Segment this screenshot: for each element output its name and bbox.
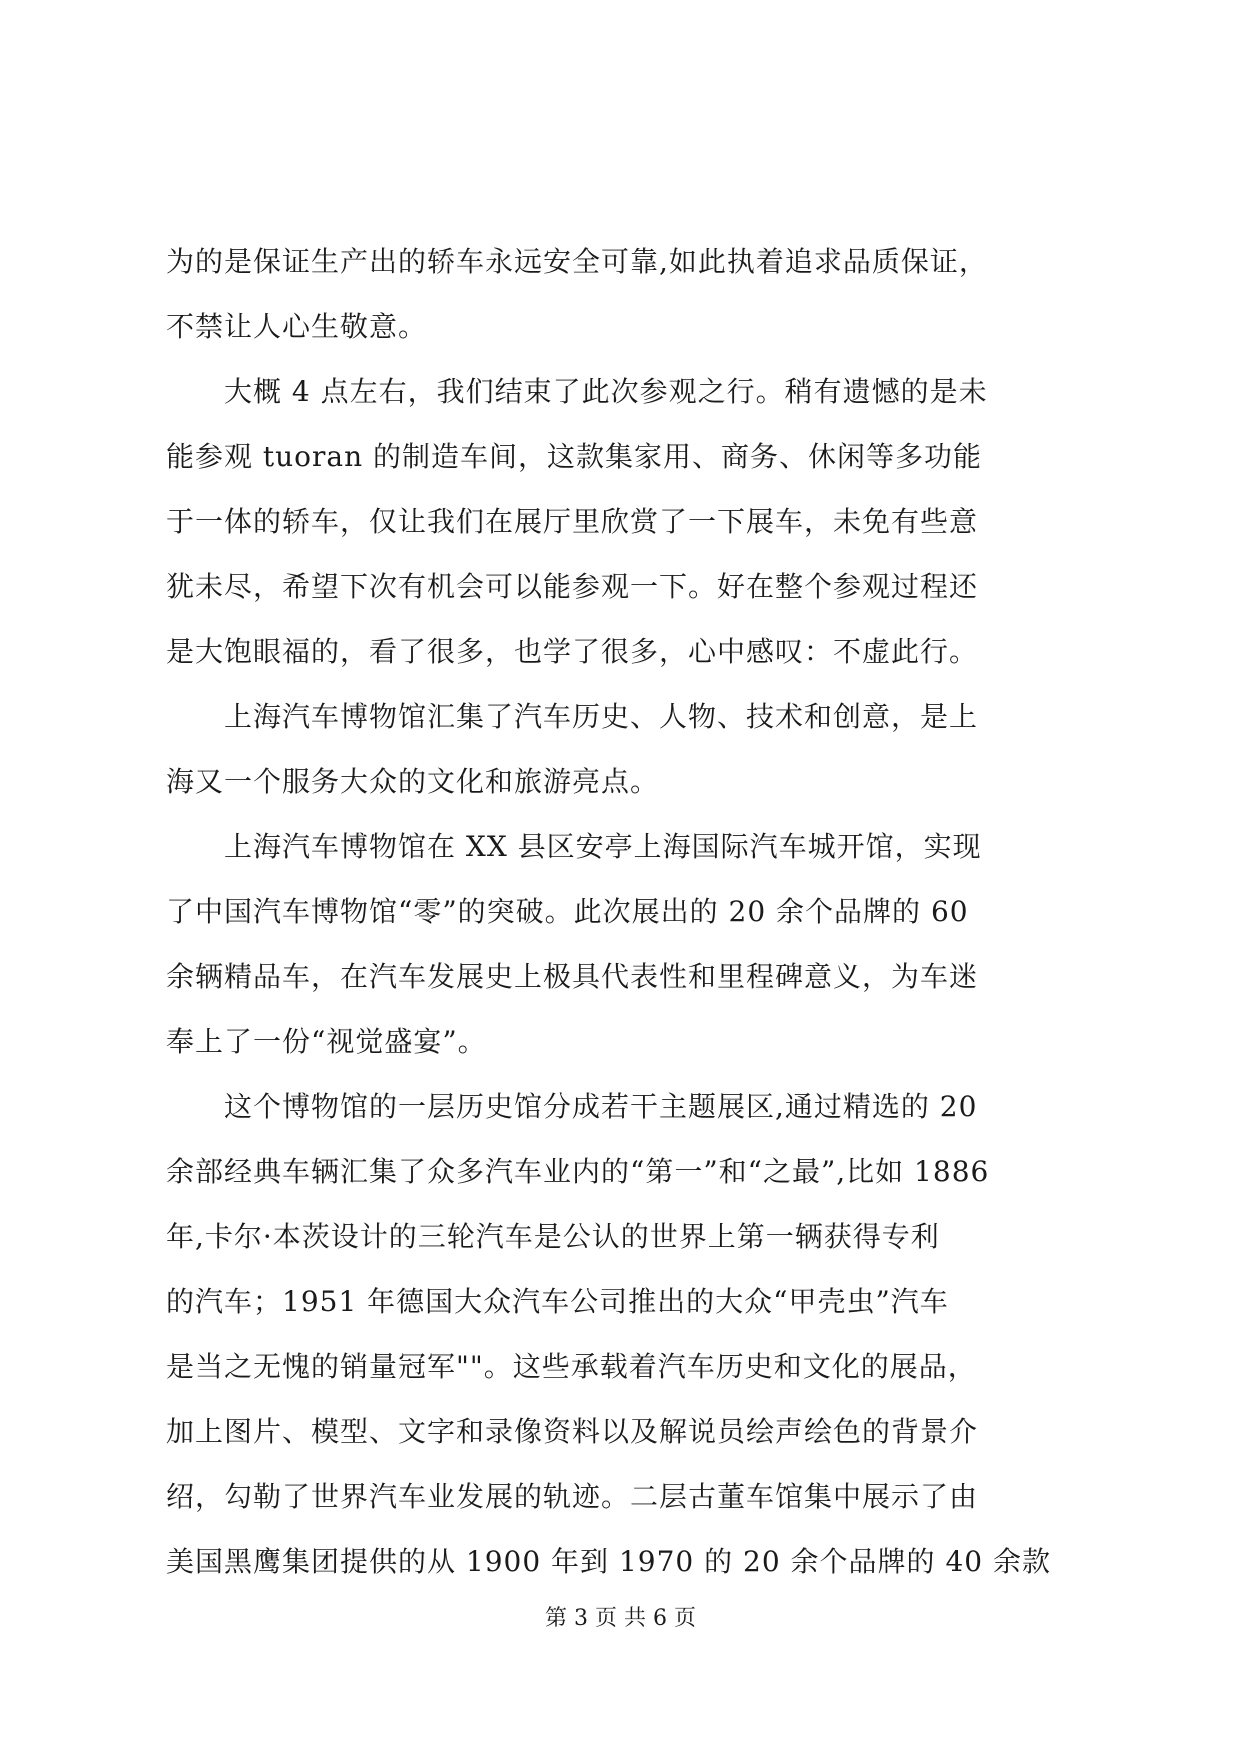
text-line: 海又一个服务大众的文化和旅游亮点。 <box>166 765 660 798</box>
text-line: 这个博物馆的一层历史馆分成若干主题展区,通过精选的 20 <box>166 1090 978 1123</box>
text-line: 年,卡尔·本茨设计的三轮汽车是公认的世界上第一辆获得专利 <box>166 1220 940 1253</box>
page-number: 第 3 页 共 6 页 <box>545 1606 696 1631</box>
text-line: 加上图片、模型、文字和录像资料以及解说员绘声绘色的背景介 <box>166 1415 979 1448</box>
page-footer <box>0 1604 1241 1634</box>
text-line: 了中国汽车博物馆“零”的突破。此次展出的 20 余个品牌的 60 <box>166 895 969 928</box>
text-line: 的汽车；1951 年德国大众汽车公司推出的大众“甲壳虫”汽车 <box>166 1285 949 1318</box>
text-line: 为的是保证生产出的轿车永远安全可靠,如此执着追求品质保证， <box>166 245 988 278</box>
text-line: 上海汽车博物馆在 XX 县区安亭上海国际汽车城开馆，实现 <box>166 830 982 863</box>
text-line: 余辆精品车，在汽车发展史上极具代表性和里程碑意义，为车迷 <box>166 960 979 993</box>
text-line: 余部经典车辆汇集了众多汽车业内的“第一”和“之最”,比如 1886 <box>166 1155 990 1188</box>
text-line: 上海汽车博物馆汇集了汽车历史、人物、技术和创意，是上 <box>166 700 979 733</box>
text-line: 是当之无愧的销量冠军""。这些承载着汽车历史和文化的展品， <box>166 1350 977 1383</box>
text-line: 奉上了一份“视觉盛宴”。 <box>166 1025 487 1058</box>
text-line: 绍，勾勒了世界汽车业发展的轨迹。二层古董车馆集中展示了由 <box>166 1480 979 1513</box>
text-line: 是大饱眼福的，看了很多，也学了很多，心中感叹：不虚此行。 <box>166 635 979 668</box>
text-line: 于一体的轿车，仅让我们在展厅里欣赏了一下展车，未免有些意 <box>166 505 979 538</box>
text-line: 不禁让人心生敬意。 <box>166 310 428 343</box>
text-line: 能参观 tuoran 的制造车间，这款集家用、商务、休闲等多功能 <box>166 440 983 473</box>
text-line: 美国黑鹰集团提供的从 1900 年到 1970 的 20 余个品牌的 40 余款 <box>166 1545 1051 1578</box>
text-line: 犹未尽，希望下次有机会可以能参观一下。好在整个参观过程还 <box>166 570 979 603</box>
body-text <box>166 229 1126 1594</box>
text-line: 大概 4 点左右，我们结束了此次参观之行。稍有遗憾的是未 <box>166 375 988 408</box>
